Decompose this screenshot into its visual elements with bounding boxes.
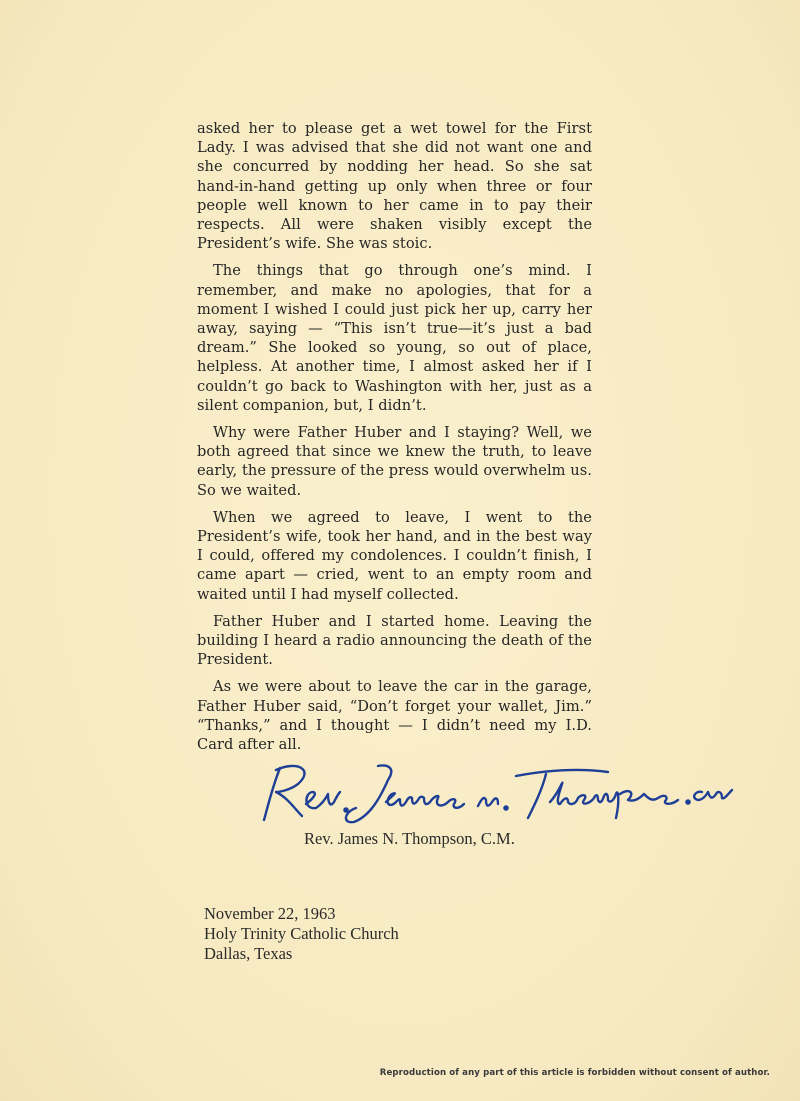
paragraph-4: When we agreed to leave, I went to the President’s wife, took her hand, and in the best way I could, offered my condolences. I couldn’t finish, I came apart — cried, went to an empty room and waited until I had myself collected. [197, 508, 592, 603]
church-location: Dallas, Texas [204, 944, 293, 963]
paragraph-1: asked her to please get a wet towel for the First Lady. I was advised that she did not want one and she concurred by nodding her head. So she sat hand-in-hand getting up only when three or four people well known to her came in to pay their respects. All were shaken visibly except the President’s wife. She was stoic. [197, 120, 592, 253]
letter-date: November 22, 1963 [204, 904, 336, 923]
copyright-notice: Reproduction of any part of this article is forbidden without consent of author. [379, 1068, 770, 1078]
typed-signature-name: Rev. James N. Thompson, C.M. [304, 829, 515, 848]
paragraph-3: Why were Father Huber and I staying? Well, we both agreed that since we knew the truth, to leave early, the pressure of the press would overwhelm us. So we waited. [197, 424, 592, 499]
church-name: Holy Trinity Catholic Church [204, 924, 399, 943]
paragraph-6: As we were about to leave the car in the garage, Father Huber said, “Don’t forget your wallet, Jim.” “Thanks,” and I thought — I didn’t need my I.D. Card after all. [197, 678, 592, 754]
paragraph-2: The things that go through one’s mind. I remember, and make no apologies, that for a moment I wished I could just pick her up, carry her away, saying — “This isn’t true—it’s just a bad dream.” She looked so young, so out of place, helpless. At another time, I almost asked her if I couldn’t go back to Washington with her, just as a silent companion, but, I didn’t. [197, 262, 592, 414]
handwritten-signature [258, 758, 738, 830]
letter-footer [204, 904, 399, 964]
paragraph-5: Father Huber and I started home. Leaving the building I heard a radio announcing the death of the President. [197, 612, 592, 669]
letter-body [197, 119, 592, 762]
